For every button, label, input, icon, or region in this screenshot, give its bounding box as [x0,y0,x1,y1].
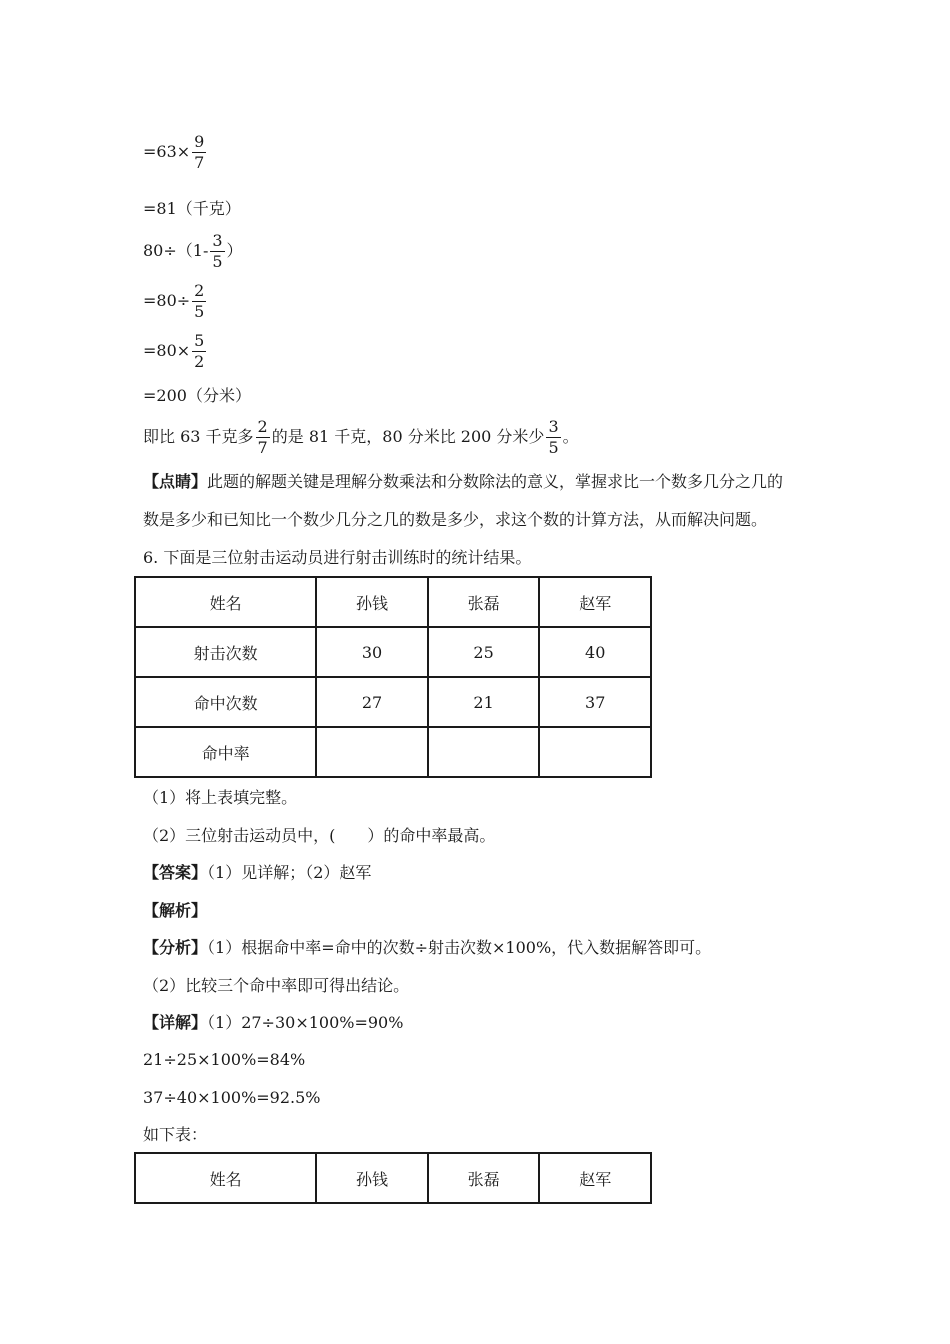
table-cell [428,727,540,777]
table-cell: 30 [316,627,428,677]
fraction [546,417,560,458]
table-cell: 25 [428,627,540,677]
numerator: 2 [194,281,205,300]
calc-line-5 [143,331,208,372]
denominator: 7 [257,438,268,457]
table-cell [316,727,428,777]
summary-text: 即比 63 千克多 [143,427,254,446]
dianjing-line-1 [143,472,783,492]
xiangjie-tag: 【详解】 [143,1013,208,1032]
table-cell: 姓名 [135,577,316,627]
table-cell: 赵军 [539,577,651,627]
xiangjie-text: （1）27÷30×100%=90% [207,1013,404,1032]
numerator: 2 [257,417,268,436]
sub-question-2: （2）三位射击运动员中，( ）的命中率最高。 [143,826,496,845]
table-cell: 孙钱 [316,1153,428,1203]
question-6-title: 6. 下面是三位射击运动员进行射击训练时的统计结果。 [143,548,532,567]
table-cell: 命中率 [135,727,316,777]
calc-line-2: =81（千克） [143,199,241,218]
table-cell: 命中次数 [135,677,316,727]
denominator: 5 [194,302,205,321]
fenxi-line-1 [143,938,711,958]
table-cell [539,727,651,777]
table-cell: 21 [428,677,540,727]
dianjing-line-2: 数是多少和已知比一个数少几分之几的数是多少，求这个数的计算方法，从而解决问题。 [143,510,768,529]
table-cell: 张磊 [428,1153,540,1203]
table-row [135,1153,651,1203]
answer-tag: 【答案】 [143,863,208,882]
table-row [135,577,651,627]
fenxi-tag: 【分析】 [143,938,208,957]
fraction [192,331,206,372]
stats-table [134,576,652,778]
calc-text: =63× [143,142,191,161]
xiangjie-line-2: 21÷25×100%=84% [143,1050,306,1069]
table-cell: 射击次数 [135,627,316,677]
rubiao-line: 如下表： [143,1125,208,1144]
table-cell: 赵军 [539,1153,651,1203]
numerator: 5 [194,331,205,350]
calc-text: 80÷（1- [143,241,209,260]
calc-line-3 [143,231,243,272]
denominator: 2 [194,352,205,371]
dianjing-tag: 【点睛】 [143,472,208,491]
result-table [134,1152,652,1204]
calc-line-6: =200（分米） [143,386,251,405]
answer-line [143,863,371,883]
denominator: 5 [548,438,559,457]
table-cell: 张磊 [428,577,540,627]
numerator: 9 [194,132,205,151]
summary-text: 的是 81 千克，80 分米比 200 分米少 [271,427,545,446]
calc-line-1 [143,132,208,173]
calc-text: =80× [143,341,191,360]
table-cell: 40 [539,627,651,677]
table-cell: 37 [539,677,651,727]
jiexi-tag: 【解析】 [143,901,208,920]
summary-text: 。 [562,427,579,446]
calc-line-4 [143,281,208,322]
table-cell: 孙钱 [316,577,428,627]
fraction [210,231,224,272]
denominator: 7 [194,153,205,172]
calc-text: ） [226,241,243,260]
fraction [192,281,206,322]
xiangjie-line-1 [143,1013,403,1033]
answer-text: （1）见详解；（2）赵军 [207,863,372,882]
calc-text: =80÷ [143,291,191,310]
xiangjie-line-3: 37÷40×100%=92.5% [143,1088,321,1107]
numerator: 3 [548,417,559,436]
denominator: 5 [212,252,223,271]
sub-question-1: （1）将上表填完整。 [143,788,298,807]
fraction [256,417,270,458]
table-cell: 姓名 [135,1153,316,1203]
table-cell: 27 [316,677,428,727]
fenxi-text: （1）根据命中率=命中的次数÷射击次数×100%，代入数据解答即可。 [207,938,712,957]
table-row [135,677,651,727]
dianjing-text: 此题的解题关键是理解分数乘法和分数除法的意义，掌握求比一个数多几分之几的 [207,472,784,491]
table-row [135,727,651,777]
table-row [135,627,651,677]
numerator: 3 [212,231,223,250]
summary-line [143,417,579,458]
fraction [192,132,206,173]
fenxi-line-2: （2）比较三个命中率即可得出结论。 [143,976,410,995]
